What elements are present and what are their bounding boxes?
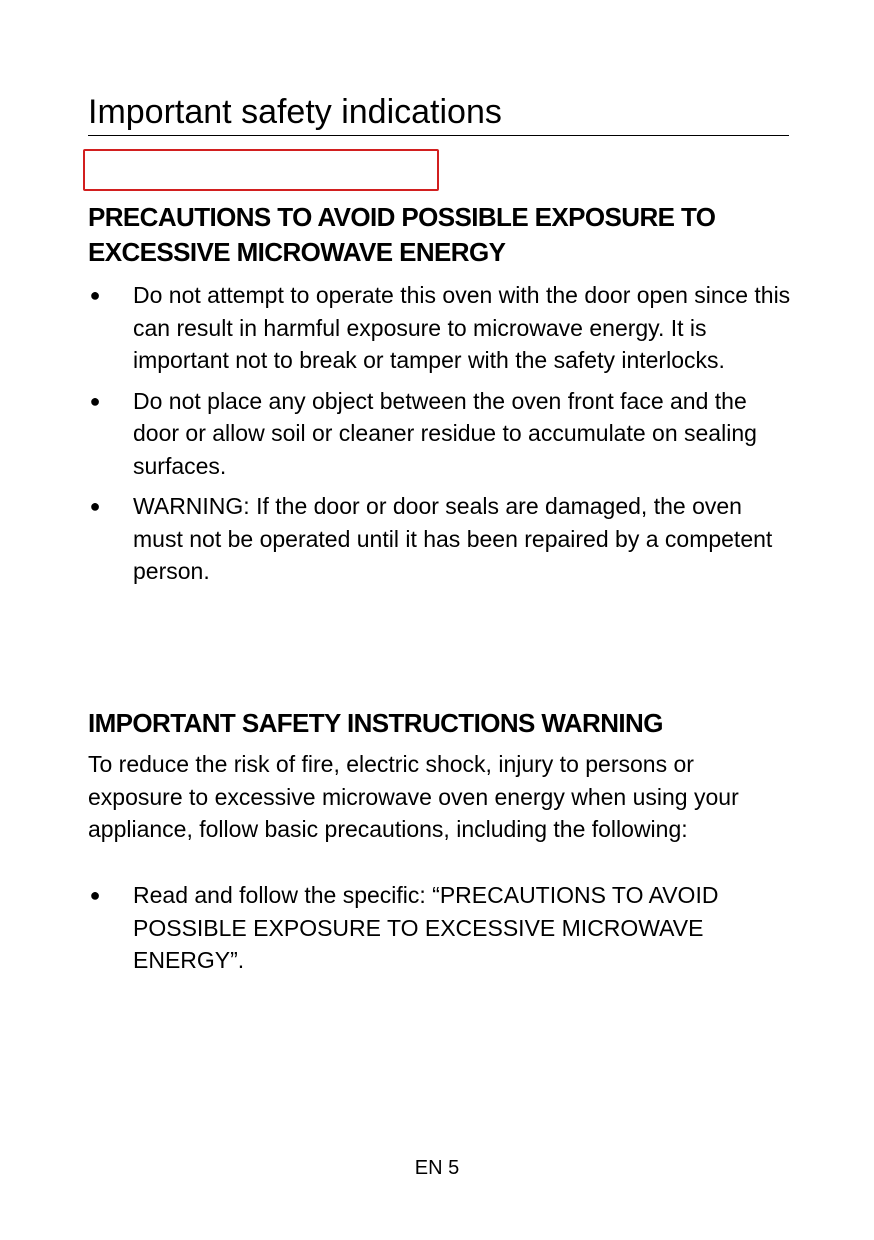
intro-paragraph: To reduce the risk of fire, electric shock, injury to persons or exposure to excessive microwave oven energy when using your appliance, follow basic precautions, including the following: — [88, 751, 739, 842]
bullet-icon: ● — [89, 390, 101, 411]
list-item — [88, 279, 793, 377]
list-item-text: Do not attempt to operate this oven with the door open since this can result in harmful exposure to microwave energy. It is important not to break or tamper with the safety interlocks. — [133, 282, 791, 373]
list-item-text: WARNING: If the door or door seals are damaged, the oven must not be operated until it has been repaired by a competent person. — [133, 493, 773, 584]
list-item — [88, 490, 793, 588]
instructions-list — [88, 879, 793, 985]
bullet-icon: ● — [89, 285, 101, 305]
bullet-icon: ● — [89, 885, 101, 905]
highlight-box — [83, 149, 439, 191]
bullet-icon: ● — [89, 496, 101, 516]
section-heading-safety-instructions: IMPORTANT SAFETY INSTRUCTIONS WARNING — [88, 708, 663, 738]
precautions-list — [88, 279, 793, 596]
page-number: EN 5 — [414, 1157, 460, 1179]
section-heading-precautions: PRECAUTIONS TO AVOID POSSIBLE EXPOSURE TO EXCESSIVE MICROWAVE ENERGY — [88, 202, 716, 267]
list-item — [88, 879, 793, 977]
list-item-text: Do not place any object between the oven front face and the door or allow soil or cleaner residue to accumulate on sealing surfaces. — [133, 387, 757, 479]
list-item — [88, 385, 793, 483]
page-title: Important safety indications — [88, 93, 502, 131]
title-divider — [88, 135, 789, 136]
list-item-text: Read and follow the specific: “PRECAUTIONS TO AVOID POSSIBLE EXPOSURE TO EXCESSIVE MICROWAVE ENERGY”. — [133, 882, 719, 973]
